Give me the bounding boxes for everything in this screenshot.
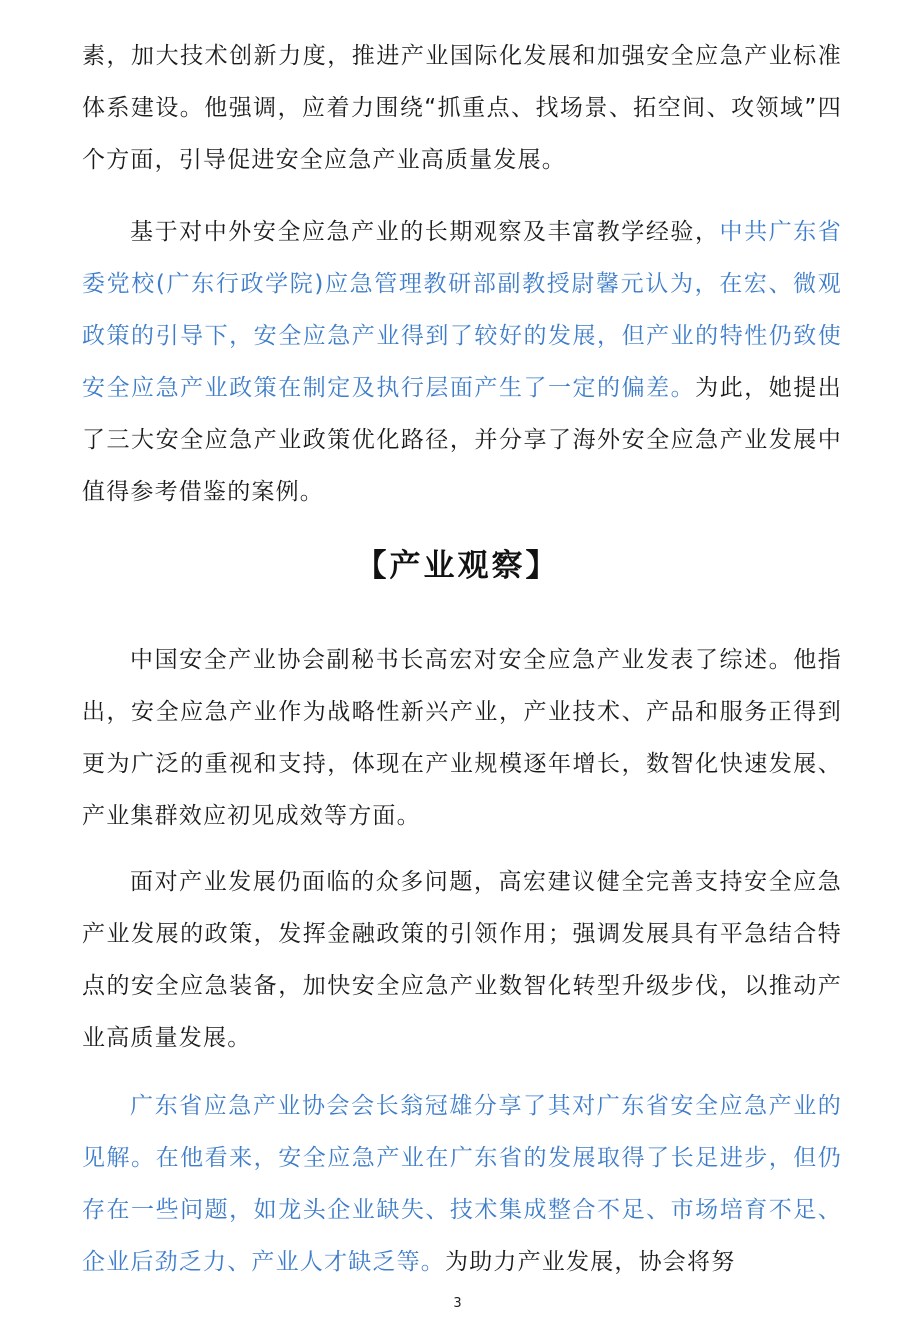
- page-number: 3: [453, 1296, 462, 1311]
- paragraph-continued: [82, 30, 842, 186]
- paragraph-text: 中国安全产业协会副秘书长高宏对安全应急产业发表了综述。他指出，安全应急产业作为战略性新兴产业，产业技术、产品和服务正得到更为广泛的重视和支持，体现在产业规模逐年增长，数智化快速发展、产业集群效应初见成效等方面。: [82, 647, 842, 829]
- highlighted-quote: 广东省应急产业协会会长翁冠雄分享了其对广东省安全应急产业的见解。在他看来，安全应急产业在广东省的发展取得了长足进步，但仍存在一些问题，如龙头企业缺失、技术集成整合不足、市场培育不足、企业后劲乏力、产业人才缺乏等。: [82, 1093, 842, 1275]
- paragraph-industry-overview: [82, 634, 842, 842]
- paragraph-policy-observation: [82, 206, 842, 518]
- paragraph-text: 素，加大技术创新力度，推进产业国际化发展和加强安全应急产业标准体系建设。他强调，应着力围绕“抓重点、找场景、拓空间、攻领域”四个方面，引导促进安全应急产业高质量发展。: [82, 43, 842, 173]
- paragraph-text: 为助力产业发展，协会将努: [445, 1249, 736, 1275]
- paragraph-text: 为此，她提出了三大安全应急产业政策优化路径，并分享了海外安全应急产业发展中值得参考借鉴的案例。: [82, 375, 843, 505]
- paragraph-text: 基于对中外安全应急产业的长期观察及丰富教学经验，: [130, 219, 720, 245]
- highlighted-quote: 中共广东省委党校(广东行政学院)应急管理教研部副教授尉馨元认为，在宏、微观政策的引导下，安全应急产业得到了较好的发展，但产业的特性仍致使安全应急产业政策在制定及执行层面产生了一定的偏差。: [82, 219, 843, 401]
- paragraph-suggestions: [82, 856, 842, 1064]
- paragraph-guangdong-insights: [82, 1080, 842, 1288]
- paragraph-text: 面对产业发展仍面临的众多问题，高宏建议健全完善支持安全应急产业发展的政策，发挥金融政策的引领作用；强调发展具有平急结合特点的安全应急装备，加快安全应急产业数智化转型升级步伐，以推动产业高质量发展。: [82, 869, 842, 1051]
- section-heading: 【产业观察】: [355, 548, 560, 584]
